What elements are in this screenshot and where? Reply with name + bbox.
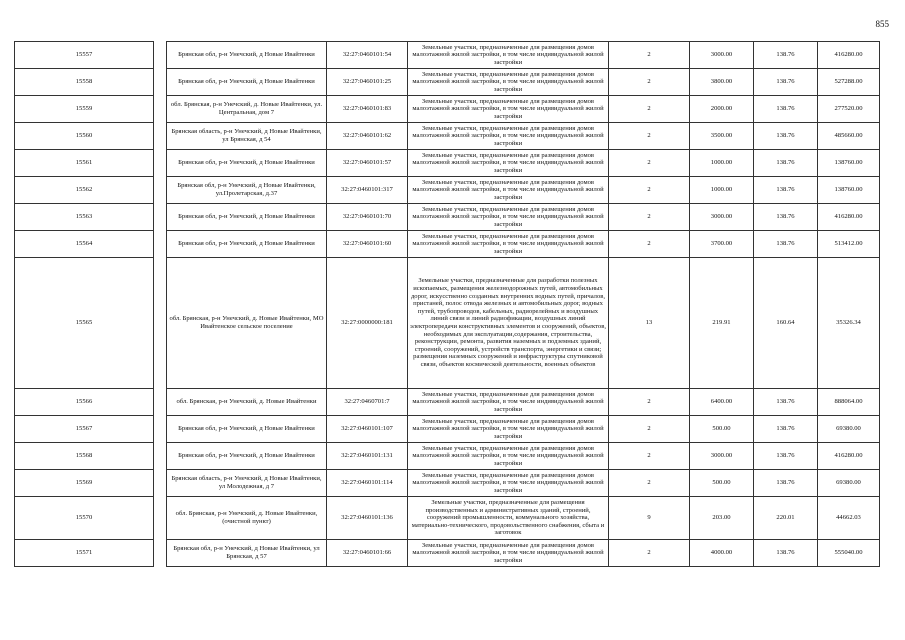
area-cell: 500.00 — [690, 416, 754, 443]
spacer-cell — [154, 150, 167, 177]
spacer-cell — [154, 540, 167, 567]
land-use-cell: Земельные участки, предназначенные для размещения домов малоэтажной жилой застройки, в том числе индивидуальной жилой застройки — [408, 540, 609, 567]
address-cell: Брянская обл, р-н Унечский, д Новые Ивайтенки — [167, 443, 327, 470]
land-use-cell: Земельные участки, предназначенные для размещения домов малоэтажной жилой застройки, в том числе индивидуальной жилой застройки — [408, 177, 609, 204]
address-cell: Брянская обл, р-н Унечский, д Новые Ивайтенки, ул.Пролетарская, д.37 — [167, 177, 327, 204]
cadastral-number-cell: 32:27:0460101:70 — [327, 204, 408, 231]
rate-cell: 138.76 — [754, 540, 818, 567]
rate-cell: 138.76 — [754, 416, 818, 443]
category-code-cell: 2 — [609, 177, 690, 204]
category-code-cell: 2 — [609, 204, 690, 231]
rate-cell: 138.76 — [754, 69, 818, 96]
spacer-cell — [154, 443, 167, 470]
table-row — [15, 389, 880, 416]
category-code-cell: 2 — [609, 389, 690, 416]
row-number: 15571 — [15, 540, 154, 567]
land-use-cell: Земельные участки, предназначенные для размещения домов малоэтажной жилой застройки, в том числе индивидуальной жилой застройки — [408, 389, 609, 416]
address-cell: Брянская обл, р-н Унечский, д Новые Ивайтенки — [167, 69, 327, 96]
row-number: 15568 — [15, 443, 154, 470]
address-cell: Брянская обл, р-н Унечский, д Новые Ивайтенки, ул Брянская, д 57 — [167, 540, 327, 567]
cadastral-value-cell: 44662.03 — [818, 497, 880, 540]
table-row — [15, 258, 880, 389]
rate-cell: 138.76 — [754, 470, 818, 497]
table-row — [15, 69, 880, 96]
rate-cell: 138.76 — [754, 231, 818, 258]
table-row — [15, 123, 880, 150]
land-use-cell: Земельные участки, предназначенные для разработки полезных ископаемых, размещения железнодорожных путей, автомобильных дорог, искусственно созданных внутренних водных путей, причалов, пристаней, полос отвода железных и автомобильных дорог, водных путей, трубопроводов, кабельных, радиорелейных и воздушных линий связи и линий радиофикации, воздушных линий электропередачи конструктивных элементов и сооружений, объектов, необходимых для эксплуатации,содержания, строительства, реконструкции, ремонта, развития наземных и подземных зданий, строений, сооружений, устройств транспорта, энергетики и связи; размещения наземных сооружений и инфраструктуры спутниковой связи, объектов космической деятельности, военных объектов — [408, 258, 609, 389]
table-row — [15, 150, 880, 177]
area-cell: 2000.00 — [690, 96, 754, 123]
land-use-cell: Земельные участки, предназначенные для размещения домов малоэтажной жилой застройки, в том числе индивидуальной жилой застройки — [408, 96, 609, 123]
spacer-cell — [154, 177, 167, 204]
spacer-cell — [154, 258, 167, 389]
area-cell: 6400.00 — [690, 389, 754, 416]
cadastral-number-cell: 32:27:0460101:107 — [327, 416, 408, 443]
row-number: 15563 — [15, 204, 154, 231]
cadastral-value-cell: 527288.00 — [818, 69, 880, 96]
area-cell: 3500.00 — [690, 123, 754, 150]
rate-cell: 138.76 — [754, 150, 818, 177]
rate-cell: 160.64 — [754, 258, 818, 389]
address-cell: Брянская область, р-н Унечский, д Новые Ивайтенки, ул Брянская, д 54 — [167, 123, 327, 150]
spacer-cell — [154, 204, 167, 231]
address-cell: Брянская обл, р-н Унечский, д Новые Ивайтенки — [167, 150, 327, 177]
area-cell: 500.00 — [690, 470, 754, 497]
spacer-cell — [154, 497, 167, 540]
table-row — [15, 540, 880, 567]
cadastral-value-cell: 277520.00 — [818, 96, 880, 123]
address-cell: Брянская обл, р-н Унечский, д Новые Ивайтенки — [167, 231, 327, 258]
spacer-cell — [154, 470, 167, 497]
area-cell: 3800.00 — [690, 69, 754, 96]
category-code-cell: 9 — [609, 497, 690, 540]
cadastral-number-cell: 32:27:0460101:83 — [327, 96, 408, 123]
rate-cell: 220.01 — [754, 497, 818, 540]
area-cell: 3000.00 — [690, 204, 754, 231]
cadastral-number-cell: 32:27:0460101:57 — [327, 150, 408, 177]
row-number: 15558 — [15, 69, 154, 96]
cadastral-value-cell: 138760.00 — [818, 177, 880, 204]
cadastral-number-cell: 32:27:0460101:114 — [327, 470, 408, 497]
row-number: 15566 — [15, 389, 154, 416]
cadastral-number-cell: 32:27:0000000:181 — [327, 258, 408, 389]
cadastral-value-cell: 485660.00 — [818, 123, 880, 150]
rate-cell: 138.76 — [754, 389, 818, 416]
table-row — [15, 470, 880, 497]
address-cell: обл. Брянская, р-н Унечский, д. Новые Ивайтенки, (очистной пункт) — [167, 497, 327, 540]
area-cell: 4000.00 — [690, 540, 754, 567]
row-number: 15561 — [15, 150, 154, 177]
row-number: 15562 — [15, 177, 154, 204]
table-row — [15, 443, 880, 470]
rate-cell: 138.76 — [754, 204, 818, 231]
spacer-cell — [154, 389, 167, 416]
spacer-cell — [154, 42, 167, 69]
spacer-cell — [154, 416, 167, 443]
category-code-cell: 2 — [609, 96, 690, 123]
rate-cell: 138.76 — [754, 177, 818, 204]
table-row — [15, 204, 880, 231]
cadastral-value-cell: 35326.34 — [818, 258, 880, 389]
land-use-cell: Земельные участки, предназначенные для размещения домов малоэтажной жилой застройки, в том числе индивидуальной жилой застройки — [408, 123, 609, 150]
row-number: 15565 — [15, 258, 154, 389]
address-cell: Брянская обл, р-н Унечский, д Новые Ивайтенки — [167, 42, 327, 69]
row-number: 15557 — [15, 42, 154, 69]
cadastral-number-cell: 32:27:0460101:136 — [327, 497, 408, 540]
cadastral-number-cell: 32:27:0460101:66 — [327, 540, 408, 567]
spacer-cell — [154, 96, 167, 123]
spacer-cell — [154, 231, 167, 258]
row-number: 15570 — [15, 497, 154, 540]
category-code-cell: 2 — [609, 470, 690, 497]
land-registry-table — [14, 41, 880, 567]
cadastral-number-cell: 32:27:0460101:25 — [327, 69, 408, 96]
address-cell: обл. Брянская, р-н Унечский, д. Новые Ивайтенки, МО Ивайтенское сельское поселение — [167, 258, 327, 389]
land-use-cell: Земельные участки, предназначенные для размещения домов малоэтажной жилой застройки, в том числе индивидуальной жилой застройки — [408, 42, 609, 69]
table-row — [15, 177, 880, 204]
table-row — [15, 42, 880, 69]
area-cell: 1000.00 — [690, 150, 754, 177]
cadastral-value-cell: 416280.00 — [818, 204, 880, 231]
area-cell: 203.00 — [690, 497, 754, 540]
row-number: 15569 — [15, 470, 154, 497]
rate-cell: 138.76 — [754, 123, 818, 150]
category-code-cell: 2 — [609, 416, 690, 443]
table-row — [15, 231, 880, 258]
cadastral-number-cell: 32:27:0460101:62 — [327, 123, 408, 150]
address-cell: обл. Брянская, р-н Унечский, д. Новые Ивайтенки, ул. Центральная, дом 7 — [167, 96, 327, 123]
land-use-cell: Земельные участки, предназначенные для размещения домов малоэтажной жилой застройки, в том числе индивидуальной жилой застройки — [408, 150, 609, 177]
category-code-cell: 13 — [609, 258, 690, 389]
cadastral-value-cell: 69380.00 — [818, 470, 880, 497]
area-cell: 219.91 — [690, 258, 754, 389]
spacer-cell — [154, 69, 167, 96]
category-code-cell: 2 — [609, 123, 690, 150]
category-code-cell: 2 — [609, 42, 690, 69]
address-cell: Брянская обл, р-н Унечский, д Новые Ивайтенки — [167, 204, 327, 231]
category-code-cell: 2 — [609, 231, 690, 258]
table-row — [15, 96, 880, 123]
address-cell: Брянская область, р-н Унечский, д Новые Ивайтенки, ул Молодежная, д 7 — [167, 470, 327, 497]
page-number: 855 — [875, 19, 889, 29]
rate-cell: 138.76 — [754, 42, 818, 69]
category-code-cell: 2 — [609, 69, 690, 96]
cadastral-value-cell: 138760.00 — [818, 150, 880, 177]
category-code-cell: 2 — [609, 443, 690, 470]
cadastral-number-cell: 32:27:0460101:60 — [327, 231, 408, 258]
category-code-cell: 2 — [609, 150, 690, 177]
cadastral-value-cell: 416280.00 — [818, 42, 880, 69]
land-use-cell: Земельные участки, предназначенные для размещения производственных и административных зданий, строений, сооружений промышленности, коммунального хозяйства, материально-технического, продовольственного снабжения, сбыта и заготовок — [408, 497, 609, 540]
land-use-cell: Земельные участки, предназначенные для размещения домов малоэтажной жилой застройки, в том числе индивидуальной жилой застройки — [408, 231, 609, 258]
cadastral-value-cell: 416280.00 — [818, 443, 880, 470]
cadastral-value-cell: 69380.00 — [818, 416, 880, 443]
land-use-cell: Земельные участки, предназначенные для размещения домов малоэтажной жилой застройки, в том числе индивидуальной жилой застройки — [408, 204, 609, 231]
cadastral-number-cell: 32:27:0460701:7 — [327, 389, 408, 416]
land-use-cell: Земельные участки, предназначенные для размещения домов малоэтажной жилой застройки, в том числе индивидуальной жилой застройки — [408, 69, 609, 96]
row-number: 15567 — [15, 416, 154, 443]
area-cell: 3000.00 — [690, 443, 754, 470]
row-number: 15560 — [15, 123, 154, 150]
table-row — [15, 497, 880, 540]
rate-cell: 138.76 — [754, 443, 818, 470]
row-number: 15564 — [15, 231, 154, 258]
cadastral-number-cell: 32:27:0460101:131 — [327, 443, 408, 470]
address-cell: Брянская обл, р-н Унечский, д Новые Ивайтенки — [167, 416, 327, 443]
category-code-cell: 2 — [609, 540, 690, 567]
cadastral-value-cell: 513412.00 — [818, 231, 880, 258]
cadastral-value-cell: 888064.00 — [818, 389, 880, 416]
land-use-cell: Земельные участки, предназначенные для размещения домов малоэтажной жилой застройки, в том числе индивидуальной жилой застройки — [408, 443, 609, 470]
area-cell: 3000.00 — [690, 42, 754, 69]
address-cell: обл. Брянская, р-н Унечский, д. Новые Ивайтенки — [167, 389, 327, 416]
cadastral-value-cell: 555040.00 — [818, 540, 880, 567]
cadastral-number-cell: 32:27:0460101:317 — [327, 177, 408, 204]
area-cell: 3700.00 — [690, 231, 754, 258]
table-row — [15, 416, 880, 443]
land-use-cell: Земельные участки, предназначенные для размещения домов малоэтажной жилой застройки, в том числе индивидуальной жилой застройки — [408, 470, 609, 497]
land-use-cell: Земельные участки, предназначенные для размещения домов малоэтажной жилой застройки, в том числе индивидуальной жилой застройки — [408, 416, 609, 443]
area-cell: 1000.00 — [690, 177, 754, 204]
row-number: 15559 — [15, 96, 154, 123]
spacer-cell — [154, 123, 167, 150]
cadastral-number-cell: 32:27:0460101:54 — [327, 42, 408, 69]
rate-cell: 138.76 — [754, 96, 818, 123]
